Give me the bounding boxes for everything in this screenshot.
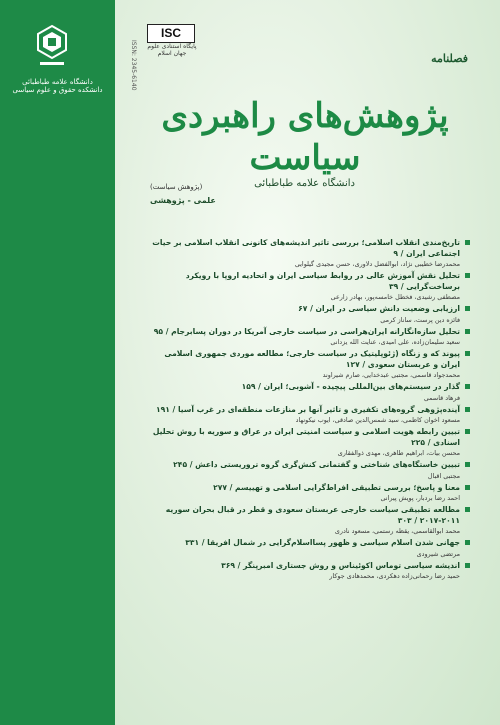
bullet-icon (465, 407, 470, 412)
toc-item (150, 327, 470, 348)
toc-item (150, 483, 470, 504)
bullet-icon (465, 485, 470, 490)
toc-item (150, 505, 470, 536)
bullet-icon (465, 507, 470, 512)
article-title-text: پیوند که و زنگاه (ژئوپلیتیک در سیاست خارجی؛ مطالعه موردی جمهوری اسلامی ایران و عربستان سعودی / ۱۲۷ (164, 349, 460, 369)
bullet-icon (465, 462, 470, 467)
bullet-icon (465, 273, 470, 278)
toc-item (150, 382, 470, 403)
university-name-line: دانشگاه علامه طباطبائی (22, 78, 93, 86)
article-authors: فرهاد قاسمی (423, 393, 460, 402)
article-title (150, 304, 470, 315)
article-title (150, 382, 470, 393)
article-authors: مرتضی شیرودی (416, 549, 460, 558)
bullet-icon (465, 351, 470, 356)
article-authors: سعید سلیمان‌زاده، علی امیدی، عنایت الله یزدانی (330, 338, 460, 346)
article-title-text: تبیین رابطه هویت اسلامی و سیاست امنیتی ایران در عراق و سوریه با روش تحلیل اسنادی / ۲۲۵ (152, 427, 460, 447)
bullet-icon (465, 329, 470, 334)
bullet-icon (465, 540, 470, 545)
article-title-text: تبیین خاستگاه‌های شناختی و گفتمانی کنش‌گری گروه تروریستی داعش / ۲۴۵ (173, 460, 460, 469)
article-title-text: تحلیل سازه‌انگارانه ایران‌هراسی در سیاست خارجی آمریکا در دوران پسابرجام / ۹۵ (153, 326, 460, 336)
table-of-contents (150, 238, 470, 583)
toc-item (150, 405, 470, 426)
article-authors: محسن بیات، ابراهیم طاهری، مهدی ذوالفقاری (337, 449, 460, 457)
previous-title: (پژوهش سیاست) (150, 183, 203, 191)
article-title (150, 505, 470, 526)
publisher-name: دانشگاه علامه طباطبائی (254, 178, 355, 189)
article-authors: احمد رضا بردبار، پویش پیرانی (380, 494, 460, 502)
article-authors: محمد ابوالقاسمی، یقظه رستمی، مسعود نادری (334, 527, 460, 535)
toc-item (150, 238, 470, 269)
article-title (150, 561, 470, 572)
faculty-name: دانشکده حقوق و علوم سیاسی (12, 86, 103, 94)
article-authors: حمید رضا رحمانی‌زاده دهکردی، محمدهادی جوکار (329, 572, 460, 580)
issn-number: ISSN: 2345-6140 (130, 40, 137, 91)
quarterly-label: فصلنامه (431, 52, 468, 65)
bullet-icon (465, 429, 470, 434)
article-title (150, 271, 470, 292)
article-authors: محمدجواد قاسمی، مجتبی عبدخدایی، صارم شیراوند (322, 371, 460, 379)
toc-item (150, 349, 470, 380)
journal-spine (0, 0, 115, 725)
article-title-text: گذار در سیستم‌های بین‌المللی پیچیده - آشوبی؛ ایران / ۱۵۹ (241, 382, 460, 391)
bullet-icon (465, 306, 470, 311)
article-title-text: تاریخ‌مندی انقلاب اسلامی؛ بررسی تاثیر اندیشه‌های کانونی انقلاب اسلامی بر حیات اجتماعی ایران / ۹ (152, 238, 460, 258)
article-title (150, 405, 470, 416)
article-authors: مجتبی اقبال (427, 471, 460, 480)
article-title-text: معنا و پاسخ؛ بررسی تطبیقی افراط‌گرایی اسلامی و تهییسم / ۲۷۷ (213, 482, 460, 492)
toc-item (150, 460, 470, 481)
article-title-text: آینده‌پژوهی گروه‌های تکفیری و تاثیر آنها بر منازعات منطقه‌ای در غرب آسیا / ۱۹۱ (155, 404, 460, 414)
bullet-icon (465, 563, 470, 568)
toc-item (150, 304, 470, 325)
article-title-text: مطالعه تطبیقی سیاست خارجی عربستان سعودی و قطر در قبال بحران سوریه ۲۰۱۱-۲۰۱۷ / ۳۰۳ (165, 505, 460, 525)
toc-item (150, 271, 470, 302)
article-title-text: تحلیل نقش آموزش عالی در روابط سیاسی ایران و اتحادیه اروپا با رویکرد برساخت‌گرایی / ۳۹ (185, 271, 460, 291)
article-title (150, 483, 470, 494)
university-logo (32, 24, 72, 70)
isc-caption: پایگاه استنادی علوم جهان اسلام (147, 43, 197, 57)
bullet-icon (465, 384, 470, 389)
toc-item (150, 427, 470, 458)
article-title (150, 427, 470, 448)
article-title (150, 538, 470, 549)
article-authors: محمدرضا خطیبی نژاد، ابوالفضل دلاوری، حسن مجیدی گیلوایی (294, 260, 460, 268)
article-title (150, 349, 470, 370)
article-authors: مسعود اخوان کاظمی، سید شمس‌الدین صادقی، ایوب نیکونهاد (295, 416, 460, 424)
isc-badge: ISC (147, 24, 195, 43)
university-name (5, 78, 110, 94)
bullet-icon (465, 240, 470, 245)
article-title-text: جهانی شدن اسلام سیاسی و ظهور پسااسلام‌گرایی در شمال افریقا / ۳۳۱ (185, 538, 460, 547)
article-title (150, 327, 470, 338)
article-authors: فائزه دین پرست، ساناز کرمی (380, 315, 460, 324)
article-title-text: اندیشه سیاسی توماس اکوئیناس و روش جستاری امبرپنگر / ۳۶۹ (221, 560, 460, 570)
article-authors: مصطفی رشیدی، فخطل خامسه‌پور، بهادر زارعی (330, 293, 460, 301)
journal-rank: علمی - پژوهشی (150, 196, 216, 205)
journal-title: پژوهش‌های راهبردی سیاست (161, 96, 449, 178)
toc-item (150, 561, 470, 582)
article-title-text: ارزیابی وضعیت دانش سیاسی در ایران / ۶۷ (298, 304, 460, 313)
article-title (150, 460, 470, 471)
toc-item (150, 538, 470, 559)
article-title (150, 238, 470, 259)
